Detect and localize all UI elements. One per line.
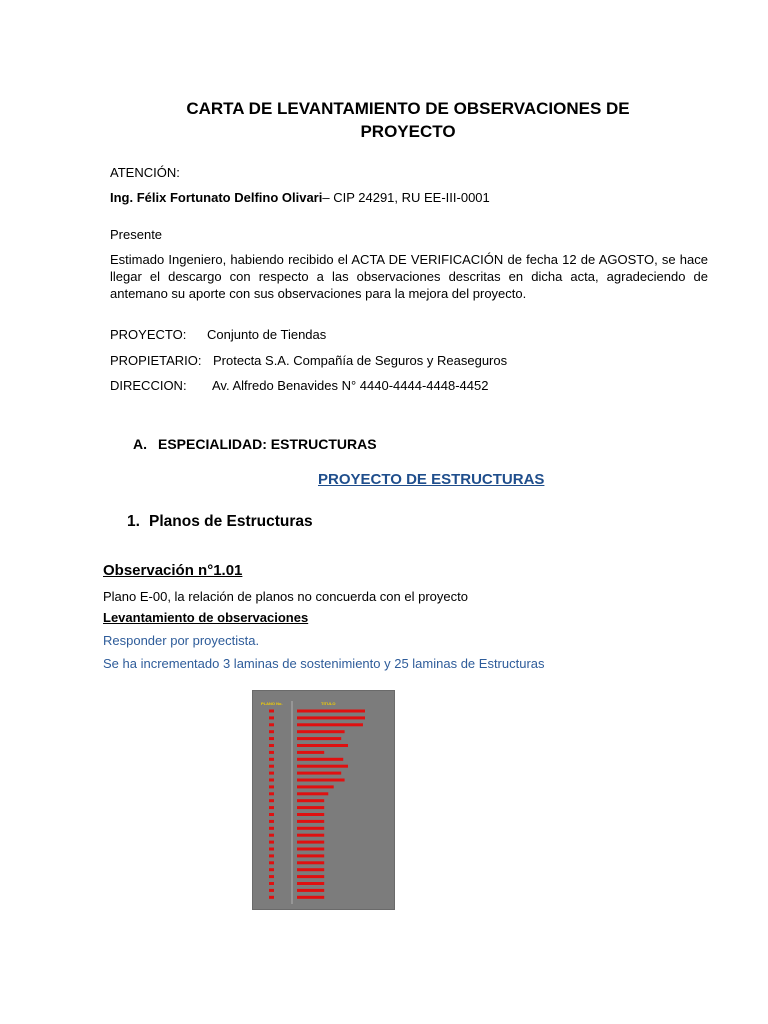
- figure-row-number: [269, 896, 274, 899]
- figure-row-number: [269, 868, 274, 871]
- figure-row-number: [269, 848, 274, 851]
- subsection-heading-text: Planos de Estructuras: [149, 513, 313, 530]
- section-heading: [133, 436, 377, 452]
- field-project: [110, 326, 326, 343]
- document-title: [130, 97, 686, 143]
- figure-row-title: [297, 827, 324, 830]
- figure-row-number: [269, 841, 274, 844]
- recipient-name: Ing. Félix Fortunato Delfino Olivari: [110, 190, 323, 205]
- figure-row-number: [269, 827, 274, 830]
- attention-label: ATENCIÓN:: [110, 165, 180, 180]
- observation-title: Observación n°1.01: [103, 562, 243, 579]
- figure-row-title: [297, 889, 324, 892]
- figure-row-title: [297, 744, 348, 747]
- greeting: Presente: [110, 227, 163, 242]
- figure-row-number: [269, 889, 274, 892]
- figure-row-number: [269, 875, 274, 878]
- response-heading: Levantamiento de observaciones: [103, 610, 309, 625]
- figure-row-title: [297, 730, 345, 733]
- figure-row-number: [269, 737, 274, 740]
- figure-row-number: [269, 710, 274, 713]
- figure-row-title: [297, 834, 324, 837]
- figure-row-number: [269, 854, 274, 857]
- figure-row-title: [297, 765, 348, 768]
- figure-row-title: [297, 868, 324, 871]
- figure-row-number: [269, 861, 274, 864]
- figure-row-title: [297, 841, 324, 844]
- recipient-credentials: – CIP 24291, RU EE-III-0001: [322, 190, 490, 205]
- figure-row-number: [269, 799, 274, 802]
- figure-row-number: [269, 730, 274, 733]
- figure-row-number: [269, 765, 274, 768]
- field-value: Conjunto de Tiendas: [207, 327, 327, 342]
- figure-header-plano: PLANO No.: [261, 701, 283, 706]
- figure-row-number: [269, 806, 274, 809]
- figure-row-title: [297, 723, 363, 726]
- response-line-2: Se ha incrementado 3 laminas de sostenimiento y 25 laminas de Estructuras: [103, 656, 545, 671]
- figure-row-title: [297, 813, 324, 816]
- figure-row-title: [297, 820, 324, 823]
- figure-row-number: [269, 758, 274, 761]
- observation-text: Plano E-00, la relación de planos no concuerda con el proyecto: [103, 589, 468, 604]
- drawing-list-svg: [253, 691, 396, 911]
- figure-row-title: [297, 882, 324, 885]
- figure-row-title: [297, 772, 341, 775]
- figure-row-number: [269, 834, 274, 837]
- field-label: PROPIETARIO:: [110, 353, 202, 368]
- figure-row-title: [297, 792, 328, 795]
- figure-row-number: [269, 751, 274, 754]
- title-line-1: CARTA DE LEVANTAMIENTO DE OBSERVACIONES DE: [186, 99, 630, 118]
- field-value: Protecta S.A. Compañía de Seguros y Reaseguros: [213, 353, 508, 368]
- subsection-heading: [127, 513, 313, 531]
- field-value: Av. Alfredo Benavides N° 4440-4444-4448-4452: [212, 378, 489, 393]
- figure-row-number: [269, 882, 274, 885]
- figure-row-title: [297, 896, 324, 899]
- figure-row-title: [297, 751, 324, 754]
- figure-row-title: [297, 758, 343, 761]
- figure-row-number: [269, 792, 274, 795]
- figure-row-title: [297, 710, 365, 713]
- title-line-2: PROYECTO: [360, 122, 456, 141]
- figure-row-number: [269, 813, 274, 816]
- figure-row-title: [297, 806, 324, 809]
- project-heading: PROYECTO DE ESTRUCTURAS: [318, 471, 545, 488]
- figure-row-number: [269, 723, 274, 726]
- section-heading-text: ESPECIALIDAD: ESTRUCTURAS: [158, 436, 377, 452]
- figure-row-number: [269, 772, 274, 775]
- field-label: PROYECTO:: [110, 327, 187, 342]
- figure-row-title: [297, 716, 365, 719]
- figure-row-number: [269, 785, 274, 788]
- figure-row-number: [269, 779, 274, 782]
- figure-row-title: [297, 875, 324, 878]
- field-label: DIRECCION:: [110, 378, 187, 393]
- figure-row-title: [297, 779, 345, 782]
- drawing-list-image: [252, 690, 395, 910]
- figure-header-titulo: TITULO: [321, 701, 336, 706]
- figure-row-title: [297, 848, 324, 851]
- field-address: [110, 377, 488, 394]
- section-marker: A.: [133, 436, 147, 452]
- figure-row-title: [297, 737, 341, 740]
- figure-row-title: [297, 854, 324, 857]
- recipient-line: [110, 189, 490, 206]
- figure-row-number: [269, 716, 274, 719]
- figure-row-title: [297, 861, 324, 864]
- figure-row-title: [297, 785, 334, 788]
- figure-row-title: [297, 799, 324, 802]
- figure-row-number: [269, 820, 274, 823]
- field-owner: [110, 352, 507, 369]
- body-paragraph: Estimado Ingeniero, habiendo recibido el ACTA DE VERIFICACIÓN de fecha 12 de AGOSTO, se hace llegar el descargo con respecto a las observaciones descritas en dicha acta, agradeciendo de antemano su aporte con sus observaciones para la mejora del proyecto.: [110, 252, 708, 301]
- response-line-1: Responder por proyectista.: [103, 633, 260, 648]
- figure-row-number: [269, 744, 274, 747]
- subsection-number: 1.: [127, 513, 140, 530]
